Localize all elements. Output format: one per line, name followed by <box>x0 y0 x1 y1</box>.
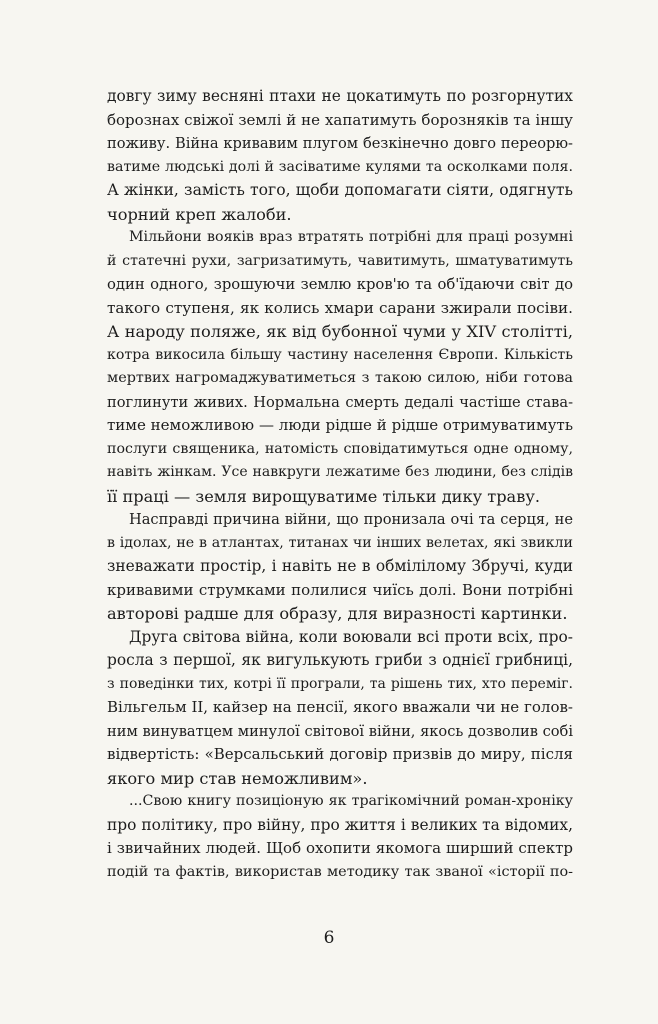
text-line: ним винуватцем минулої світової війни, якось дозволив собі <box>107 722 573 740</box>
text-line: один одного, зрошуючи землю кров'ю та об'їдаючи світ до <box>107 276 573 293</box>
text-line: А народу поляже, як від бубонної чуми у XIV столітті, <box>107 322 573 341</box>
text-line: про політику, про війну, про життя і великих та відомих, <box>107 815 573 834</box>
text-line: й статечні рухи, загризатимуть, чавитимуть, шматуватимуть <box>107 252 573 269</box>
paragraph <box>107 508 573 626</box>
text-line: ватиме людські долі й засіватиме кулями та осколками поля. <box>107 158 573 175</box>
text-line: зневажати простір, і навіть не в обмілілому Збручі, куди <box>107 557 573 575</box>
text-line: з поведінки тих, котрі її програли, та рішень тих, хто переміг. <box>107 675 573 692</box>
text-line: в ідолах, не в атлантах, титанах чи інших велетах, які звикли <box>107 534 573 551</box>
page-number: 6 <box>323 928 335 948</box>
text-line: довгу зиму весняні птахи не цокатимуть по розгорнутих <box>107 87 573 105</box>
text-line: борознах свіжої землі й не хапатимуть борозняків та іншу <box>107 110 573 129</box>
text-line: якого мир став неможливим». <box>107 768 368 788</box>
paragraph <box>107 226 573 508</box>
paragraph <box>107 626 573 791</box>
text-line: чорний креп жалоби. <box>107 204 292 224</box>
text-line: поглинути живих. Нормальна смерть дедалі частіше ставa- <box>107 393 573 411</box>
text-line: поживу. Війна кривавим плугом безкінечно довго переорю- <box>107 135 573 152</box>
text-line: Друга світова війна, коли воювали всі проти всіх, про- <box>129 627 573 646</box>
text-line: її праці — земля вирощуватиме тільки дику траву. <box>107 486 540 506</box>
text-line: подій та фактів, використав методику так званої «історії по- <box>107 863 573 880</box>
text-line: котра викосила більшу частину населення Європи. Кількість <box>107 346 573 363</box>
text-line: Насправді причина війни, що пронизала очі та серця, не <box>129 511 573 528</box>
text-line: авторові радше для образу, для виразності картинки. <box>107 604 568 623</box>
text-line: такого ступеня, як колись хмари сарани зжирали посіви. <box>107 298 573 317</box>
text-line: Мільйони вояків враз втратять потрібні для праці розумні <box>129 229 573 245</box>
text-line: навіть жінкам. Усе навкруги лежатиме без людини, без слідів <box>107 464 573 480</box>
text-line: росла з першої, як вигулькують гриби з однієї грибниці, <box>107 651 573 669</box>
text-line: відвертість: «Версальський договір призвів до миру, після <box>107 745 573 763</box>
text-line: мертвих нагромаджуватиметься з такою силою, ніби готова <box>107 370 573 386</box>
text-line: Вільгельм II, кайзер на пенсії, якого вважали чи не голов- <box>107 698 573 716</box>
text-line: А жінки, замість того, щоби допомагати сіяти, одягнуть <box>107 181 573 199</box>
text-line: тиме неможливою — люди рідше й рідше отримуватимуть <box>107 416 573 434</box>
text-line: і звичайних людей. Щоб охопити якомога ширший спектр <box>107 839 573 857</box>
paragraph <box>107 85 573 226</box>
body-text <box>107 85 573 884</box>
text-line: послуги священика, натомість сповідатимуться одне одному, <box>107 440 573 457</box>
text-line: кривавими струмками полилися чиїсь долі. Вони потрібні <box>107 580 573 599</box>
paragraph <box>107 790 573 884</box>
text-line: ...Свою книгу позиціоную як трагікомічний роман-хроніку <box>129 793 573 809</box>
